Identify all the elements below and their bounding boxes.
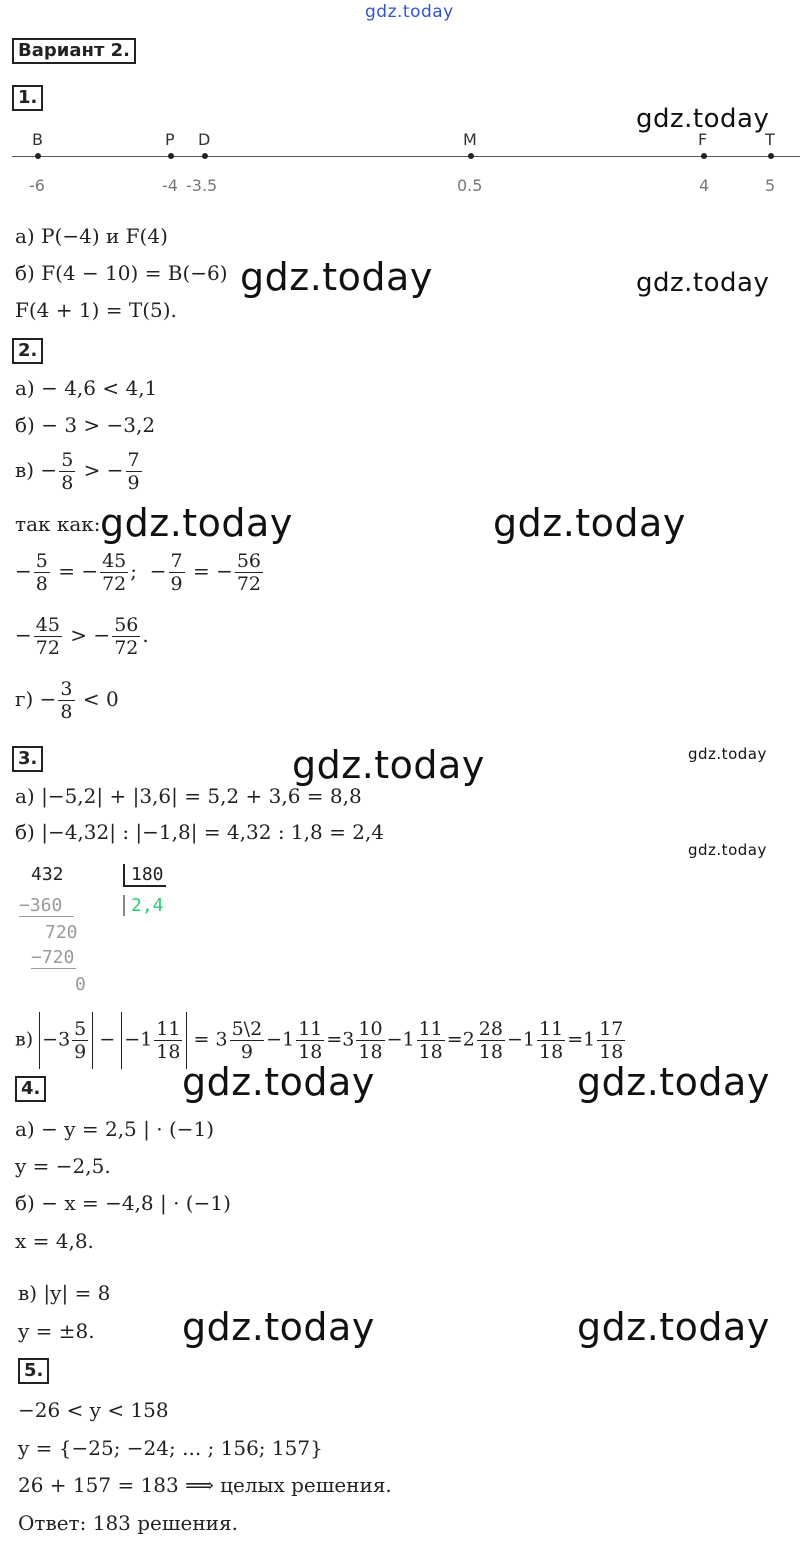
denominator: 8: [60, 701, 73, 723]
task-4-line: б) − x = −4,8 | · (−1): [15, 1191, 231, 1215]
point-dot: [35, 153, 41, 159]
division-step: −720: [31, 947, 75, 968]
watermark: gdz.today: [292, 743, 485, 787]
numerator: 28: [478, 1018, 503, 1040]
denominator: 18: [599, 1041, 624, 1063]
task-2-eq1: − $\frac{5}{8}$ = − $\frac{45}{72}$ ; − $\frac{7}{9}$ = − $\frac{56}{72}$: [15, 550, 262, 595]
division-remainder: 0: [75, 974, 86, 995]
watermark: gdz.today: [240, 255, 433, 299]
denominator: 72: [236, 573, 262, 595]
watermark: gdz.today: [688, 745, 767, 763]
task-2-label: 2.: [12, 338, 43, 364]
denominator: 18: [418, 1041, 443, 1063]
point-label: P: [165, 130, 175, 149]
point-dot: [468, 153, 474, 159]
watermark: gdz.today: [577, 1060, 770, 1104]
numerator: 17: [599, 1018, 624, 1040]
task-5-line: y = {−25; −24; ... ; 156; 157}: [18, 1436, 323, 1460]
task-4-line: y = ±8.: [18, 1319, 95, 1343]
numerator: 10: [358, 1018, 383, 1040]
task-5-line: −26 < y < 158: [18, 1398, 169, 1422]
whole: 1: [522, 1028, 535, 1051]
fraction: [59, 449, 75, 494]
task-5-label: 5.: [18, 1358, 49, 1384]
numerator: 45: [35, 614, 60, 636]
task-2-line-b: б) − 3 > −3,2: [15, 413, 156, 437]
task-2-line-a: а) − 4,6 < 4,1: [15, 376, 158, 400]
denominator: 18: [156, 1041, 181, 1063]
long-division: [15, 862, 185, 998]
denominator: 8: [35, 573, 48, 595]
fraction: [597, 1018, 625, 1063]
numerator: 11: [156, 1018, 181, 1040]
whole: −3: [42, 1028, 71, 1051]
fraction: [296, 1018, 324, 1063]
separator: ;: [130, 559, 138, 583]
fraction: [126, 449, 142, 494]
numerator: 5: [74, 1018, 87, 1040]
point-label: T: [765, 130, 775, 149]
task-4-line: в) |y| = 8: [18, 1281, 111, 1305]
watermark: gdz.today: [636, 104, 770, 134]
numerator: 5: [61, 449, 74, 471]
watermark-top: gdz.today: [365, 2, 454, 22]
numerator: 5: [35, 550, 48, 572]
point-label: B: [32, 130, 43, 149]
numerator: 11: [298, 1018, 323, 1040]
fraction: [112, 614, 140, 659]
numerator: 7: [127, 449, 140, 471]
numerator: 11: [539, 1018, 564, 1040]
task-2-line-v: [15, 449, 144, 494]
task-1-line-a: а) P(−4) и F(4): [15, 224, 168, 248]
point-value: -6: [29, 176, 45, 195]
point-value: -4: [162, 176, 178, 195]
watermark: gdz.today: [577, 1305, 770, 1349]
numerator: 56: [236, 550, 262, 572]
task-1-line-c: F(4 + 1) = T(5).: [15, 298, 177, 322]
fraction: [477, 1018, 505, 1063]
task-3-line-a: а) |−5,2| + |3,6| = 5,2 + 3,6 = 8,8: [15, 784, 362, 808]
numerator: 5\2: [231, 1018, 263, 1040]
fraction: [58, 678, 74, 723]
fraction: [34, 550, 50, 595]
numerator: 45: [102, 550, 127, 572]
watermark: gdz.today: [182, 1305, 375, 1349]
variant-title: Вариант 2.: [12, 38, 136, 64]
fraction: [356, 1018, 384, 1063]
point-value: 5: [765, 176, 776, 195]
quotient: 2,4: [123, 895, 164, 916]
task-2-line-g: [15, 678, 119, 723]
prefix: в) −: [15, 458, 58, 482]
watermark: gdz.today: [636, 268, 770, 298]
prefix: в): [15, 1028, 34, 1051]
fraction: [100, 550, 128, 595]
fraction: [34, 614, 62, 659]
whole: 3: [342, 1028, 355, 1051]
fraction: [235, 550, 263, 595]
fraction: [169, 550, 185, 595]
dividend: 432: [31, 864, 64, 885]
operator: −: [99, 1028, 116, 1051]
numerator: 56: [114, 614, 139, 636]
denominator: 18: [539, 1041, 564, 1063]
watermark: gdz.today: [493, 501, 686, 545]
task-3-line-b: б) |−4,32| : |−1,8| = 4,32 : 1,8 = 2,4: [15, 820, 385, 844]
task-4-line: y = −2,5.: [15, 1154, 111, 1178]
denominator: 8: [61, 472, 74, 494]
numerator: 7: [170, 550, 183, 572]
fraction: [417, 1018, 445, 1063]
suffix: < 0: [76, 687, 119, 711]
point-label: F: [698, 130, 708, 149]
abs-value: [39, 1012, 93, 1069]
point-value: -3.5: [186, 176, 218, 195]
number-line-axis: [12, 156, 800, 157]
point-value: 0.5: [457, 176, 483, 195]
fraction: [154, 1018, 182, 1063]
number-line: [0, 128, 809, 198]
watermark: gdz.today: [182, 1060, 375, 1104]
denominator: 72: [114, 637, 139, 659]
point-label: D: [198, 130, 211, 149]
operator: > −: [77, 458, 124, 482]
whole: 2: [462, 1028, 475, 1051]
point-value: 4: [699, 176, 710, 195]
task-4-label: 4.: [15, 1076, 46, 1102]
task-3-label: 3.: [12, 746, 43, 772]
task-4-line: x = 4,8.: [15, 1229, 94, 1253]
denominator: 9: [170, 573, 183, 595]
divisor: 180: [123, 864, 166, 887]
watermark: gdz.today: [100, 501, 293, 545]
denominator: 18: [298, 1041, 323, 1063]
denominator: 9: [127, 472, 140, 494]
point-dot: [168, 153, 174, 159]
task-2-eq2: − $\frac{45}{72}$ > − $\frac{56}{72}$ .: [15, 614, 149, 659]
task-3-line-v: в) −3 $\frac{5}{9}$ − −1 $\frac{11}{18}$ = 3 $\frac{5\backslash 2}{9}$ −1 $\frac{11}{18}$ =3 $\frac{10}{18}$ −1 $\frac{11}{18}$ =2 $\frac{28}{18}$ −1 $\frac{11}{18}$ =1 $\frac{17}{18}$: [15, 1012, 627, 1069]
fraction: [537, 1018, 565, 1063]
denominator: 9: [74, 1041, 87, 1063]
prefix: г) −: [15, 687, 57, 711]
point-dot: [701, 153, 707, 159]
numerator: 3: [60, 678, 73, 700]
point-label: M: [463, 130, 477, 149]
task-1-label: 1.: [12, 85, 43, 111]
denominator: 72: [35, 637, 60, 659]
whole: 3: [215, 1028, 228, 1051]
whole: 1: [583, 1028, 596, 1051]
whole: 1: [282, 1028, 295, 1051]
task-1-line-b: б) F(4 − 10) = B(−6): [15, 261, 228, 285]
whole: −1: [124, 1028, 153, 1051]
denominator: 72: [102, 573, 127, 595]
denominator: 18: [358, 1041, 383, 1063]
denominator: 9: [240, 1041, 253, 1063]
point-dot: [202, 153, 208, 159]
task-4-line: а) − y = 2,5 | · (−1): [15, 1117, 215, 1141]
point-dot: [768, 153, 774, 159]
abs-value: [121, 1012, 187, 1069]
division-step: −360: [19, 895, 74, 917]
task-2-because: так как:: [15, 512, 101, 536]
task-5-line: 26 + 157 = 183 ⟹ целых решения.: [18, 1473, 392, 1497]
division-step: 720: [45, 922, 78, 943]
fraction: [72, 1018, 88, 1063]
whole: 1: [402, 1028, 415, 1051]
numerator: 11: [418, 1018, 443, 1040]
denominator: 18: [478, 1041, 503, 1063]
fraction: [230, 1018, 265, 1063]
watermark: gdz.today: [688, 841, 767, 859]
task-5-answer: Ответ: 183 решения.: [18, 1511, 238, 1535]
